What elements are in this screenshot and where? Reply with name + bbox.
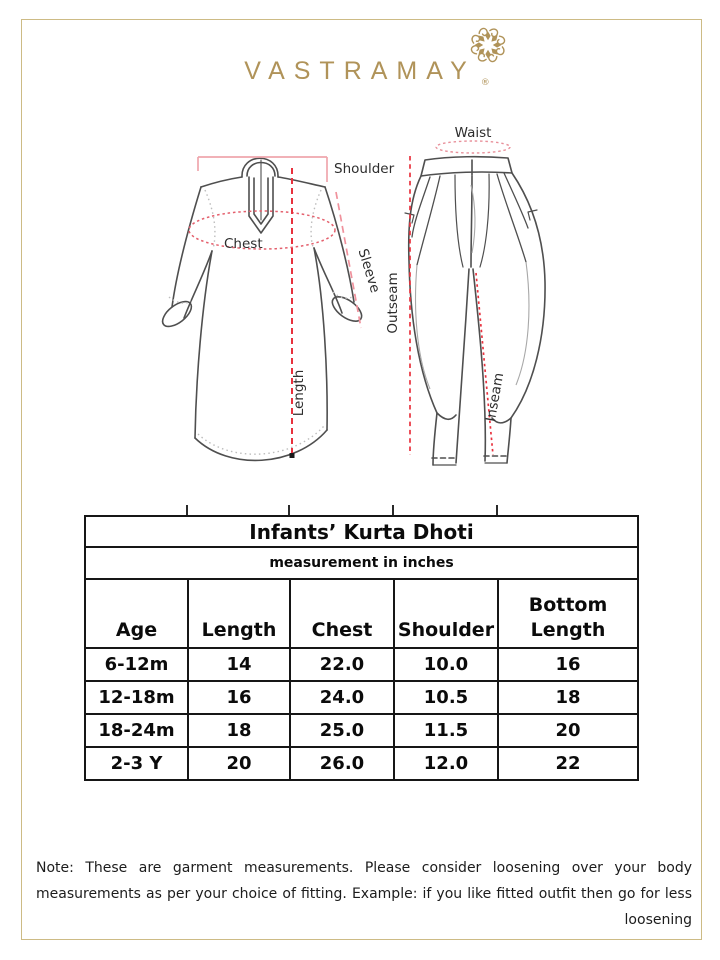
waist-dimension-ellipse: [436, 141, 510, 153]
dhoti-waist-label: Waist: [454, 125, 492, 141]
column-header-shoulder: Shoulder: [394, 579, 498, 648]
table-row: [85, 648, 638, 681]
size-chart-table: [84, 515, 639, 781]
column-header-row: [85, 579, 638, 648]
cell-length: 18: [188, 714, 290, 747]
kurta-length-label: Length: [291, 369, 307, 417]
cell-age: 2-3 Y: [85, 747, 188, 780]
cell-bottom-length: 22: [498, 747, 638, 780]
table-row: [85, 681, 638, 714]
dhoti-inseam-label: Inseam: [482, 371, 508, 423]
cell-chest: 26.0: [290, 747, 394, 780]
kurta-measurement-diagram: [125, 130, 395, 490]
cell-shoulder: 10.5: [394, 681, 498, 714]
cell-length: 20: [188, 747, 290, 780]
cell-bottom-length: 20: [498, 714, 638, 747]
cell-chest: 24.0: [290, 681, 394, 714]
cell-age: 6-12m: [85, 648, 188, 681]
column-header-length: Length: [188, 579, 290, 648]
registered-trademark: ®: [480, 78, 490, 88]
unit-note: measurement in inches: [85, 547, 638, 579]
table-title-row: [85, 516, 638, 547]
cell-bottom-length: 18: [498, 681, 638, 714]
cell-age: 18-24m: [85, 714, 188, 747]
cell-chest: 22.0: [290, 648, 394, 681]
cell-length: 14: [188, 648, 290, 681]
cell-bottom-length: 16: [498, 648, 638, 681]
measurement-note: Note: These are garment measurements. Please consider loosening over your body measurements as per your choice of fitting. Example: if you like fitted outfit then go for less loosening: [36, 860, 692, 928]
length-line-end-marker: [290, 453, 295, 458]
column-header-chest: Chest: [290, 579, 394, 648]
table-title: Infants’ Kurta Dhoti: [85, 516, 638, 547]
brand-name: VASTRAMAY: [244, 57, 476, 85]
kurta-outline: [158, 158, 365, 460]
table-row: [85, 747, 638, 780]
cell-shoulder: 12.0: [394, 747, 498, 780]
cell-length: 16: [188, 681, 290, 714]
dhoti-outseam-label: Outseam: [385, 272, 401, 334]
kurta-chest-label: Chest: [224, 236, 263, 252]
cell-age: 12-18m: [85, 681, 188, 714]
dhoti-outline: [405, 157, 545, 465]
cell-shoulder: 10.0: [394, 648, 498, 681]
dhoti-measurement-diagram: [385, 115, 570, 485]
kurta-shoulder-label: Shoulder: [334, 161, 395, 177]
brand-logo-inner: [244, 57, 490, 88]
column-header-bottom-length: Bottom Length: [498, 579, 638, 648]
table-row: [85, 714, 638, 747]
shoulder-dimension-line: [198, 157, 327, 182]
mandala-ornament-icon: [464, 21, 512, 69]
kurta-sleeve-label: Sleeve: [354, 246, 384, 295]
column-header-age: Age: [85, 579, 188, 648]
unit-note-row: [85, 547, 638, 579]
cell-chest: 25.0: [290, 714, 394, 747]
size-table-body: [85, 648, 638, 780]
brand-logo: [0, 57, 720, 86]
cell-shoulder: 11.5: [394, 714, 498, 747]
